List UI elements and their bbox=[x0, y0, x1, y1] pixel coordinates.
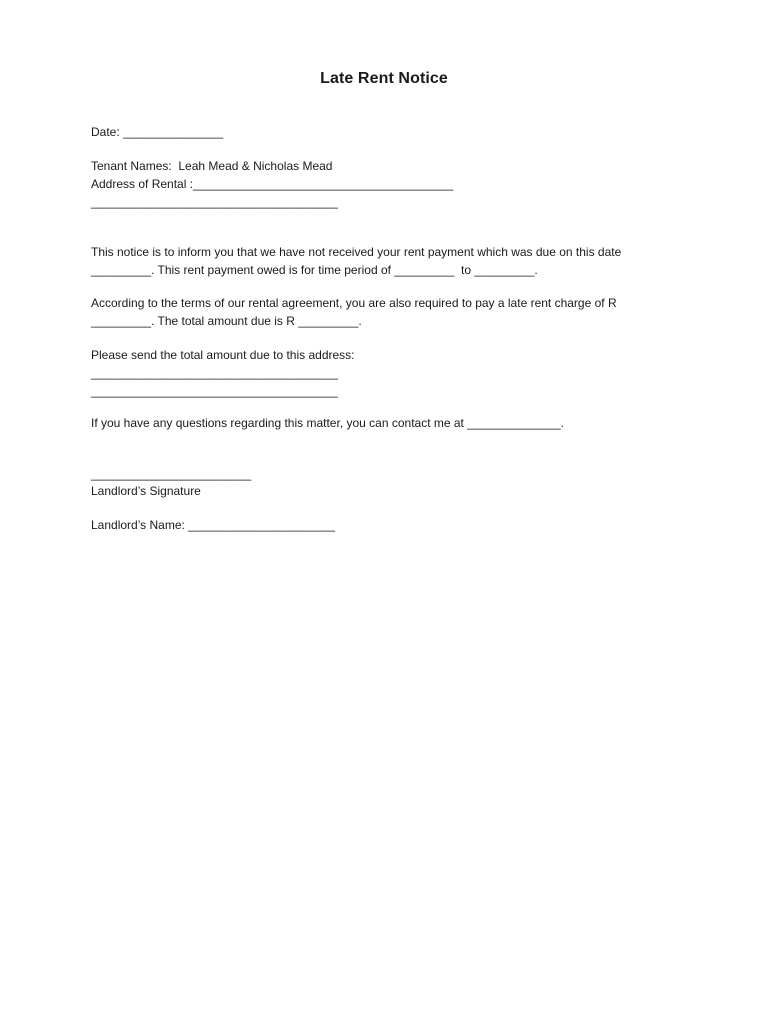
page-title bbox=[0, 70, 768, 88]
tenant-names-line: Tenant Names: Leah Mead & Nicholas Mead bbox=[91, 159, 333, 173]
paragraph-3-line-1: Please send the total amount due to this address: bbox=[91, 348, 355, 362]
address-blank-2: _____________________________________ bbox=[91, 384, 338, 398]
paragraph-2-line-1: According to the terms of our rental agreement, you are also required to pay a late rent charge of R bbox=[91, 296, 617, 310]
signature-line: ________________________ bbox=[91, 467, 252, 481]
paragraph-1-line-2: _________. This rent payment owed is for time period of _________ to _________. bbox=[91, 263, 538, 277]
date-line: Date: _______________ bbox=[91, 125, 224, 139]
signature-label: Landlord’s Signature bbox=[91, 484, 201, 498]
address-line-2: _____________________________________ bbox=[91, 195, 338, 209]
address-blank-1: _____________________________________ bbox=[91, 366, 338, 380]
title-text: Late Rent Notice bbox=[320, 70, 448, 87]
paragraph-4-line-1: If you have any questions regarding this matter, you can contact me at ______________. bbox=[91, 416, 564, 430]
paragraph-1-line-1: This notice is to inform you that we have not received your rent payment which was due on this date bbox=[91, 245, 622, 259]
paragraph-2-line-2: _________. The total amount due is R _________. bbox=[91, 314, 362, 328]
landlord-name-line: Landlord’s Name: ______________________ bbox=[91, 518, 335, 532]
address-line-1: Address of Rental :_______________________________________ bbox=[91, 177, 454, 191]
